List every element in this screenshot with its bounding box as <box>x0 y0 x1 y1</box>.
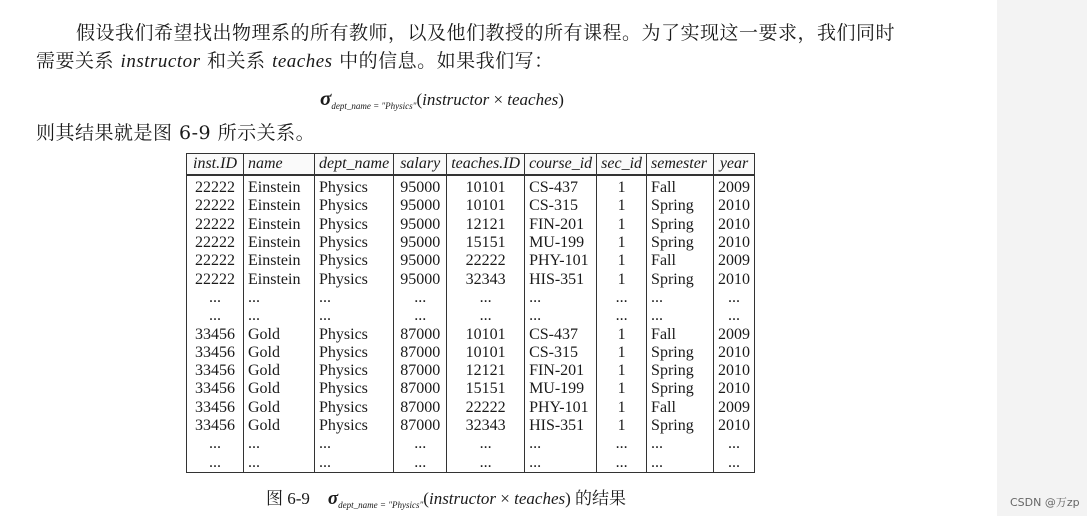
table-cell: 33456 <box>187 380 244 398</box>
table-cell: 15151 <box>447 234 525 252</box>
table-cell: 33456 <box>187 344 244 362</box>
column-header: semester <box>647 154 714 176</box>
caption-paren-open: ( <box>423 489 429 508</box>
table-cell: 10101 <box>447 325 525 343</box>
table-cell: ... <box>244 289 315 307</box>
table-cell: ... <box>244 435 315 453</box>
table-cell: Physics <box>315 380 394 398</box>
table-cell: ... <box>394 435 447 453</box>
caption-times: × <box>496 489 515 508</box>
table-cell: 33456 <box>187 399 244 417</box>
table-cell: ... <box>714 435 755 453</box>
table-cell: Spring <box>647 362 714 380</box>
selection-predicate: dept_name = "Physics" <box>338 500 424 510</box>
table-cell: ... <box>647 289 714 307</box>
table-cell: Gold <box>244 417 315 435</box>
table-cell: Fall <box>647 325 714 343</box>
table-cell: ... <box>187 289 244 307</box>
table-cell: ... <box>525 435 597 453</box>
caption-relation-teaches: teaches <box>514 489 566 508</box>
table-cell: Gold <box>244 362 315 380</box>
table-cell: ... <box>714 453 755 472</box>
table-cell: ... <box>597 307 647 325</box>
table-cell: ... <box>244 307 315 325</box>
table-cell: Physics <box>315 325 394 343</box>
table-row <box>187 362 755 380</box>
paragraph-text: 和关系 <box>200 50 273 72</box>
table-cell: Spring <box>647 234 714 252</box>
table-cell: Physics <box>315 234 394 252</box>
table-cell: Physics <box>315 362 394 380</box>
table-cell: 1 <box>597 270 647 288</box>
table-cell: 22222 <box>187 175 244 197</box>
table-cell: CS-315 <box>525 344 597 362</box>
table-cell: Physics <box>315 252 394 270</box>
table-cell: CS-437 <box>525 325 597 343</box>
table-cell: 2009 <box>714 252 755 270</box>
formula-relation-teaches: teaches <box>507 90 559 109</box>
table-row <box>187 380 755 398</box>
table-cell: 2009 <box>714 325 755 343</box>
table-row <box>187 216 755 234</box>
table-cell: 95000 <box>394 234 447 252</box>
selection-formula <box>320 86 564 111</box>
formula-paren-open: ( <box>416 90 423 109</box>
column-header: year <box>714 154 755 176</box>
table-cell: 12121 <box>447 362 525 380</box>
table-cell: ... <box>394 307 447 325</box>
table-cell: Fall <box>647 399 714 417</box>
table-cell: 10101 <box>447 197 525 215</box>
figure-caption <box>266 484 626 510</box>
caption-relation-instructor: instructor <box>428 489 497 508</box>
column-header: salary <box>394 154 447 176</box>
table-cell: 1 <box>597 197 647 215</box>
table-cell: Spring <box>647 417 714 435</box>
paragraph-text: 需要关系 <box>36 50 121 72</box>
formula-times: × <box>489 90 508 109</box>
table-body <box>187 175 755 472</box>
table-cell: ... <box>315 435 394 453</box>
table-cell: 95000 <box>394 270 447 288</box>
table-cell: ... <box>525 307 597 325</box>
table-cell: ... <box>187 307 244 325</box>
table-cell: Spring <box>647 380 714 398</box>
table-cell: ... <box>597 289 647 307</box>
table-cell: Physics <box>315 399 394 417</box>
table-row <box>187 175 755 197</box>
table-cell: MU-199 <box>525 380 597 398</box>
table-cell: 1 <box>597 175 647 197</box>
table-cell: 1 <box>597 325 647 343</box>
paragraph-relations <box>36 48 554 75</box>
table-row <box>187 453 755 472</box>
table-cell: 2010 <box>714 216 755 234</box>
relation-teaches: teaches <box>272 51 333 72</box>
table-cell: 1 <box>597 216 647 234</box>
table-cell: Einstein <box>244 175 315 197</box>
table-row <box>187 197 755 215</box>
table-cell: 1 <box>597 344 647 362</box>
watermark: CSDN @万zp <box>1010 496 1080 509</box>
table-cell: 87000 <box>394 344 447 362</box>
table-cell: Spring <box>647 344 714 362</box>
sigma-symbol: σ <box>327 488 339 509</box>
table-cell: Spring <box>647 270 714 288</box>
table-cell: ... <box>714 289 755 307</box>
table-cell: 33456 <box>187 417 244 435</box>
table-cell: 33456 <box>187 325 244 343</box>
formula-relation-instructor: instructor <box>422 90 490 109</box>
table-cell: 2010 <box>714 234 755 252</box>
table-cell: 22222 <box>187 270 244 288</box>
table-row <box>187 234 755 252</box>
relation-table <box>186 153 755 473</box>
sigma-symbol: σ <box>320 86 332 110</box>
table-row <box>187 289 755 307</box>
table-row <box>187 417 755 435</box>
column-header: teaches.ID <box>447 154 525 176</box>
table-cell: 1 <box>597 380 647 398</box>
table-cell: ... <box>597 453 647 472</box>
table-cell: 2010 <box>714 362 755 380</box>
table-cell: 95000 <box>394 252 447 270</box>
table-cell: 10101 <box>447 175 525 197</box>
table-cell: ... <box>447 289 525 307</box>
table-cell: ... <box>447 453 525 472</box>
table-cell: Gold <box>244 399 315 417</box>
table-cell: ... <box>315 289 394 307</box>
table-cell: Einstein <box>244 234 315 252</box>
table-cell: 22222 <box>187 234 244 252</box>
paragraph-text: 中的信息。如果我们写： <box>332 50 554 72</box>
table-cell: 2010 <box>714 344 755 362</box>
table-cell: ... <box>315 453 394 472</box>
column-header: inst.ID <box>187 154 244 176</box>
table-row <box>187 325 755 343</box>
table-cell: ... <box>647 453 714 472</box>
table-cell: 87000 <box>394 399 447 417</box>
caption-suffix: 的结果 <box>570 489 627 508</box>
table-cell: ... <box>187 435 244 453</box>
table-cell: 2010 <box>714 270 755 288</box>
table-cell: PHY-101 <box>525 399 597 417</box>
column-header: sec_id <box>597 154 647 176</box>
table-cell: Fall <box>647 175 714 197</box>
table-cell: Einstein <box>244 252 315 270</box>
paragraph-result: 则其结果就是图 6-9 所示关系。 <box>36 122 316 144</box>
table-cell: 10101 <box>447 344 525 362</box>
table-cell: Physics <box>315 344 394 362</box>
table-cell: Physics <box>315 197 394 215</box>
table-cell: Physics <box>315 175 394 197</box>
table-cell: 2010 <box>714 380 755 398</box>
column-header: dept_name <box>315 154 394 176</box>
table-cell: 2009 <box>714 399 755 417</box>
table-row <box>187 435 755 453</box>
table-row <box>187 307 755 325</box>
table-cell: FIN-201 <box>525 362 597 380</box>
table-cell: 1 <box>597 252 647 270</box>
table-row <box>187 252 755 270</box>
table-cell: Einstein <box>244 216 315 234</box>
table-cell: ... <box>244 453 315 472</box>
table-cell: 32343 <box>447 270 525 288</box>
table-cell: 22222 <box>187 197 244 215</box>
table-cell: Physics <box>315 417 394 435</box>
table-cell: 32343 <box>447 417 525 435</box>
table-cell: 22222 <box>187 216 244 234</box>
table-cell: ... <box>447 435 525 453</box>
table-cell: Gold <box>244 325 315 343</box>
table-cell: MU-199 <box>525 234 597 252</box>
column-header: name <box>244 154 315 176</box>
table-cell: 2009 <box>714 175 755 197</box>
table-cell: ... <box>647 435 714 453</box>
table-cell: 22222 <box>447 399 525 417</box>
formula-paren-close: ) <box>558 90 564 109</box>
table-cell: 95000 <box>394 197 447 215</box>
table-cell: ... <box>187 453 244 472</box>
figure-label: 图 6-9 <box>266 489 310 508</box>
table-cell: 95000 <box>394 175 447 197</box>
table-cell: 22222 <box>187 252 244 270</box>
table-cell: Spring <box>647 216 714 234</box>
table-cell: ... <box>394 289 447 307</box>
table-cell: 1 <box>597 399 647 417</box>
table-cell: ... <box>525 289 597 307</box>
paragraph-intro: 假设我们希望找出物理系的所有教师，以及他们教授的所有课程。为了实现这一要求，我们同时 <box>76 22 896 44</box>
table-cell: 1 <box>597 417 647 435</box>
relation-instructor: instructor <box>120 51 201 72</box>
table-cell: 22222 <box>447 252 525 270</box>
table-cell: ... <box>394 453 447 472</box>
table-row <box>187 270 755 288</box>
table-cell: Spring <box>647 197 714 215</box>
table-cell: PHY-101 <box>525 252 597 270</box>
table-cell: HIS-351 <box>525 417 597 435</box>
table-cell: CS-437 <box>525 175 597 197</box>
table-cell: ... <box>714 307 755 325</box>
table-cell: 2010 <box>714 417 755 435</box>
table-cell: Physics <box>315 270 394 288</box>
caption-paren-close: ) <box>565 489 571 508</box>
table-cell: HIS-351 <box>525 270 597 288</box>
table-cell: 33456 <box>187 362 244 380</box>
table-cell: Gold <box>244 344 315 362</box>
table-header-row <box>187 154 755 176</box>
table-cell: 15151 <box>447 380 525 398</box>
table-cell: Fall <box>647 252 714 270</box>
selection-predicate: dept_name = "Physics" <box>331 101 417 111</box>
table-cell: Physics <box>315 216 394 234</box>
table-cell: FIN-201 <box>525 216 597 234</box>
table-cell: 2010 <box>714 197 755 215</box>
table-cell: ... <box>525 453 597 472</box>
table-cell: 87000 <box>394 325 447 343</box>
table-cell: Einstein <box>244 270 315 288</box>
table-cell: 12121 <box>447 216 525 234</box>
table-cell: 95000 <box>394 216 447 234</box>
right-margin <box>997 0 1087 516</box>
table-cell: ... <box>315 307 394 325</box>
table-cell: 87000 <box>394 380 447 398</box>
table-cell: 87000 <box>394 417 447 435</box>
column-header: course_id <box>525 154 597 176</box>
table-row <box>187 399 755 417</box>
table-cell: CS-315 <box>525 197 597 215</box>
table-cell: 87000 <box>394 362 447 380</box>
table-cell: 1 <box>597 234 647 252</box>
table-cell: Gold <box>244 380 315 398</box>
table-cell: ... <box>447 307 525 325</box>
table-cell: ... <box>597 435 647 453</box>
table-cell: ... <box>647 307 714 325</box>
table-row <box>187 344 755 362</box>
table-cell: Einstein <box>244 197 315 215</box>
table-cell: 1 <box>597 362 647 380</box>
